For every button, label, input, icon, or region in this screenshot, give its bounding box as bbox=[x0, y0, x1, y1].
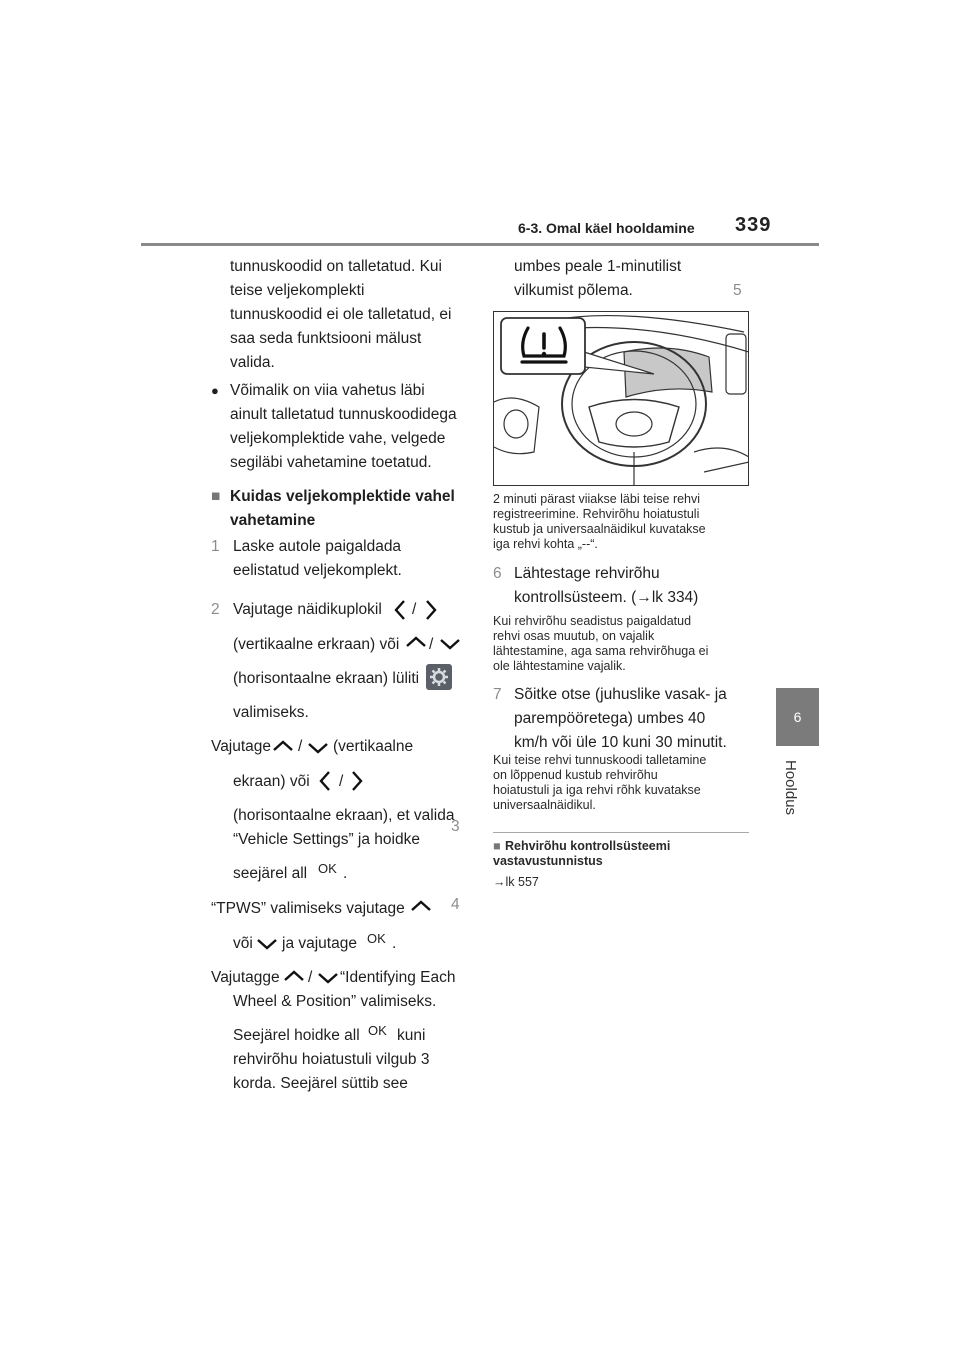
step-marker: 4 bbox=[451, 896, 460, 913]
step-text: Vajutagge bbox=[211, 969, 280, 986]
step-marker: 5 bbox=[733, 282, 742, 299]
section-heading: vastavustunnistus bbox=[493, 854, 603, 868]
ok-button-label: OK bbox=[367, 931, 386, 946]
step-number: 1 bbox=[211, 538, 220, 555]
step-text: kontrollsüsteem. (→lk 334) bbox=[514, 589, 699, 606]
caption-line: 2 minuti pärast viiakse läbi teise rehvi bbox=[493, 492, 701, 506]
step-text: (vertikaalne erkraan) või bbox=[233, 636, 400, 653]
bullet-line: veljekomplektide vahe, velgede bbox=[230, 430, 446, 447]
step-text: ekraan) või bbox=[233, 773, 310, 790]
bullet-line: segiläbi vahetamine toetatud. bbox=[230, 454, 432, 471]
step-text: ja vajutage bbox=[282, 935, 357, 952]
note-line: on lõppenud kustub rehvirõhu bbox=[493, 768, 658, 782]
step-text: parempööretega) umbes 40 bbox=[514, 710, 706, 727]
step-text: Lähtestage rehvirõhu bbox=[514, 565, 660, 582]
step-text: Seejärel hoidke all bbox=[233, 1027, 360, 1044]
step-text: seejärel all bbox=[233, 865, 308, 882]
slash: / bbox=[429, 636, 434, 653]
step-text: “Identifying Each bbox=[340, 969, 456, 986]
step-text: eelistatud veljekomplekt. bbox=[233, 562, 402, 579]
step-text: Laske autole paigaldada bbox=[233, 538, 402, 555]
step-text: “TPWS” valimiseks vajutage bbox=[211, 900, 405, 917]
note-line: Kui rehvirõhu seadistus paigaldatud bbox=[493, 614, 692, 628]
step-text: valimiseks. bbox=[233, 704, 309, 721]
note-line: rehvi osas muutub, on vajalik bbox=[493, 629, 655, 643]
step-text: “Vehicle Settings” ja hoidke bbox=[233, 831, 420, 848]
step-text: Sõitke otse (juhuslike vasak- ja bbox=[514, 686, 727, 703]
ok-button-label: OK bbox=[318, 861, 337, 876]
section-divider bbox=[493, 832, 749, 833]
bullet-dot: ● bbox=[211, 383, 219, 398]
step-text: km/h või üle 10 kuni 30 minutit. bbox=[514, 734, 727, 751]
intro-line: saa seda funktsiooni mälust bbox=[230, 330, 422, 347]
slash: / bbox=[339, 773, 344, 790]
step-text: Vajutage näidikuplokil bbox=[233, 601, 382, 618]
section-heading: Rehvirõhu kontrollsüsteemi bbox=[505, 839, 671, 853]
step-number: 2 bbox=[211, 601, 220, 618]
step-text: rehvirõhu hoiatustuli vilgub 3 bbox=[233, 1051, 430, 1068]
note-line: hoiatustuli ja iga rehvi rõhk kuvatakse bbox=[493, 783, 701, 797]
slash: / bbox=[412, 601, 417, 618]
bullet-line: ainult talletatud tunnuskoodidega bbox=[230, 406, 457, 423]
subsection-heading: vahetamine bbox=[230, 512, 316, 529]
heading-square: ■ bbox=[493, 839, 501, 853]
step-marker: 3 bbox=[451, 818, 460, 835]
section-title: 6-3. Omal käel hooldamine bbox=[518, 220, 695, 236]
step-text: (horisontaalne ekraan), et valida bbox=[233, 807, 455, 824]
step-text: . bbox=[392, 935, 397, 952]
bullet-line: Võimalik on viia vahetus läbi bbox=[230, 382, 425, 399]
slash: / bbox=[298, 738, 303, 755]
note-line: lähtestamine, aga sama rehvirõhuga ei bbox=[493, 644, 709, 658]
step-text: (horisontaalne ekraan) lüliti bbox=[233, 670, 420, 687]
dashboard-illustration bbox=[493, 311, 749, 486]
step-text: korda. Seejärel süttib see bbox=[233, 1075, 408, 1092]
step-text: kuni bbox=[397, 1027, 426, 1044]
ok-button-label: OK bbox=[368, 1023, 387, 1038]
step-text: või bbox=[233, 935, 253, 952]
tire-pressure-warning-icon bbox=[516, 324, 572, 368]
step-text: Wheel & Position” valimiseks. bbox=[233, 993, 437, 1010]
slash: / bbox=[308, 969, 313, 986]
note-line: Kui teise rehvi tunnuskoodi talletamine bbox=[493, 753, 707, 767]
page-number: 339 bbox=[735, 214, 772, 236]
caption-line: iga rehvi kohta „--“. bbox=[493, 537, 598, 551]
step-number: 7 bbox=[493, 686, 502, 703]
intro-line: tunnuskoodid ei ole talletatud, ei bbox=[230, 306, 452, 323]
intro-line: valida. bbox=[230, 354, 275, 371]
step-text: (vertikaalne bbox=[333, 738, 414, 755]
chapter-label: Hooldus bbox=[782, 760, 799, 816]
note-line: universaalnäidikul. bbox=[493, 798, 596, 812]
step-number: 6 bbox=[493, 565, 502, 582]
step-text: umbes peale 1-minutilist bbox=[514, 258, 682, 275]
caption-line: registreerimine. Rehvirõhu hoiatustuli bbox=[493, 507, 700, 521]
intro-line: teise veljekomplekti bbox=[230, 282, 365, 299]
note-line: ole lähtestamine vajalik. bbox=[493, 659, 626, 673]
page-reference-link[interactable]: →lk 557 bbox=[493, 875, 539, 889]
heading-square: ■ bbox=[211, 488, 221, 505]
step-text: Vajutage bbox=[211, 738, 272, 755]
caption-line: kustub ja universaalnäidikul kuvatakse bbox=[493, 522, 706, 536]
subsection-heading: Kuidas veljekomplektide vahel bbox=[230, 488, 455, 505]
step-text: vilkumist põlema. bbox=[514, 282, 633, 299]
chapter-number: 6 bbox=[793, 709, 802, 725]
step-text: . bbox=[343, 865, 348, 882]
intro-line: tunnuskoodid on talletatud. Kui bbox=[230, 258, 442, 275]
